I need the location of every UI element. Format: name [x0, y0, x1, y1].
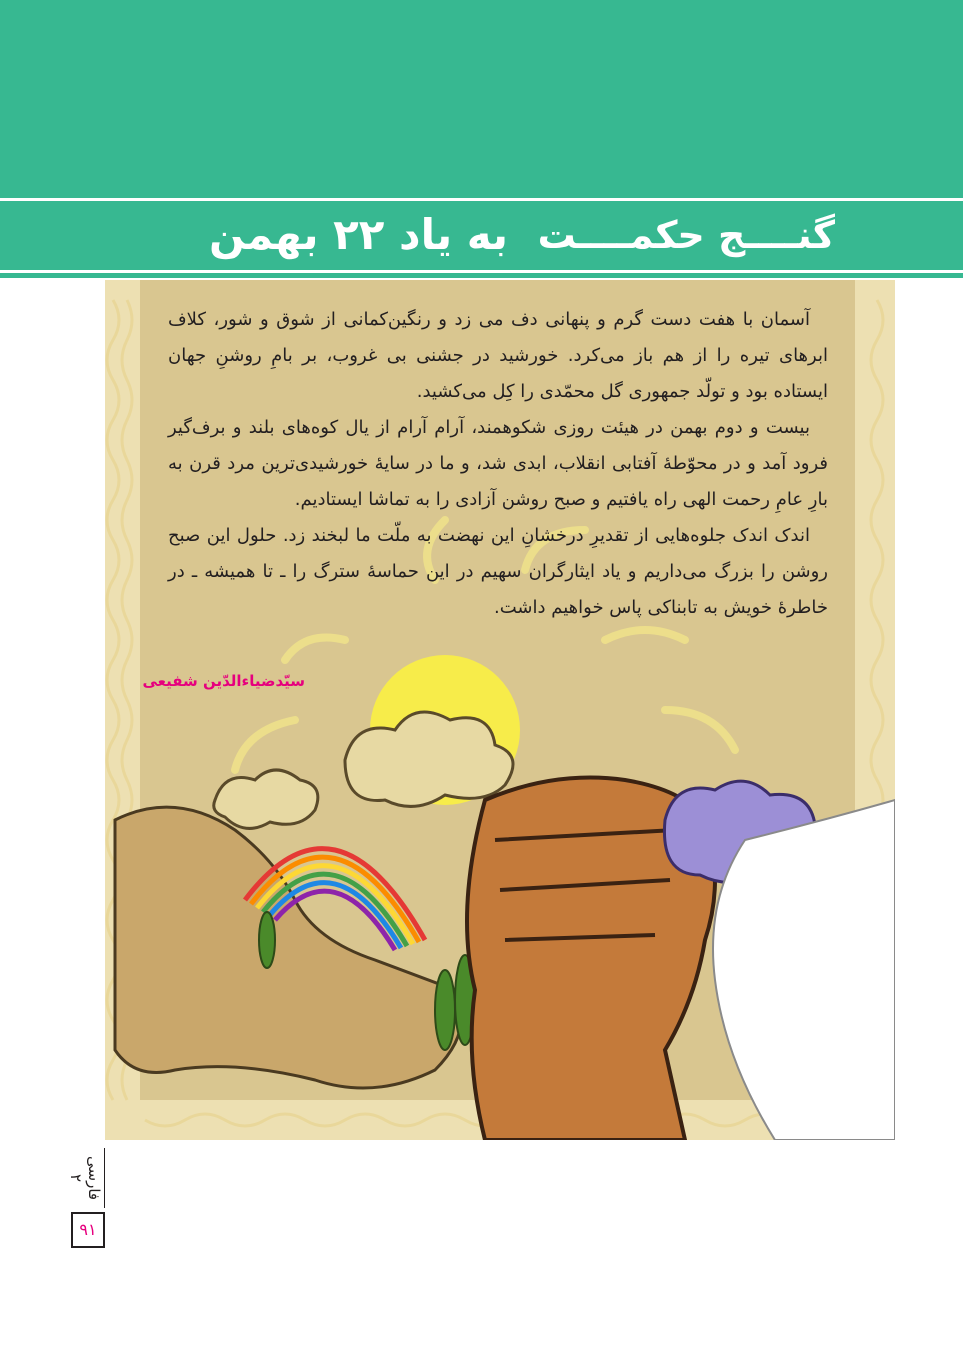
- section-title: گنــــج حکمــــت: [537, 213, 835, 257]
- mountains: [115, 807, 462, 1088]
- page-number: ۹۱: [71, 1212, 105, 1248]
- title-bar: [0, 205, 963, 265]
- paragraph: اندک اندک جلوه‌هایی از تقدیرِ درخشانِ این نهضت به ملّت ما لبخند زد. حلول این صبح روشن را بزرگ می‌داریم و یاد ایثارگران سهیم در این حماسهٔ سترگ را ـ تا همیشه ـ در خاطرهٔ خویش به تابناکی پاس خواهیم داشت.: [168, 525, 828, 618]
- clouds: [214, 712, 513, 828]
- paragraph: آسمان با هفت دست گرم و پنهانی دف می زد و رنگین‌کمانی از شوق و شور، کلاف ابرهای تیره را از هم باز می‌کرد. خورشید در جشنی بی غروب، بر بامِ روشنِ جهان ایستاده بود و تولّد جمهوری گل محمّدی را کِل می‌کشید.: [168, 309, 828, 402]
- body-text: [168, 302, 828, 626]
- lesson-title: به یاد ۲۲ بهمن: [209, 210, 508, 259]
- side-rule: [104, 1148, 105, 1208]
- white-sleeve: [713, 800, 895, 1140]
- header-bottom-rule: [0, 270, 963, 273]
- author-name: سیّدضیاءالدّین شفیعی: [142, 672, 305, 690]
- header-top-rule: [0, 198, 963, 201]
- book-label: فارسی ۲: [67, 1155, 103, 1201]
- paragraph: بیست و دوم بهمن در هیئت روزی شکوهمند، آرام آرام از یال کوه‌های بلند و برف‌گیر فرود آمد و در محوّطهٔ آفتابی انقلاب، ابدی شد، و ما در سایهٔ خورشیدی‌ترین مرد قرن به بارِ عامِ رحمت الهی راه یافتیم و صبح روشن آزادی را به تماشا ایستادیم.: [168, 417, 828, 510]
